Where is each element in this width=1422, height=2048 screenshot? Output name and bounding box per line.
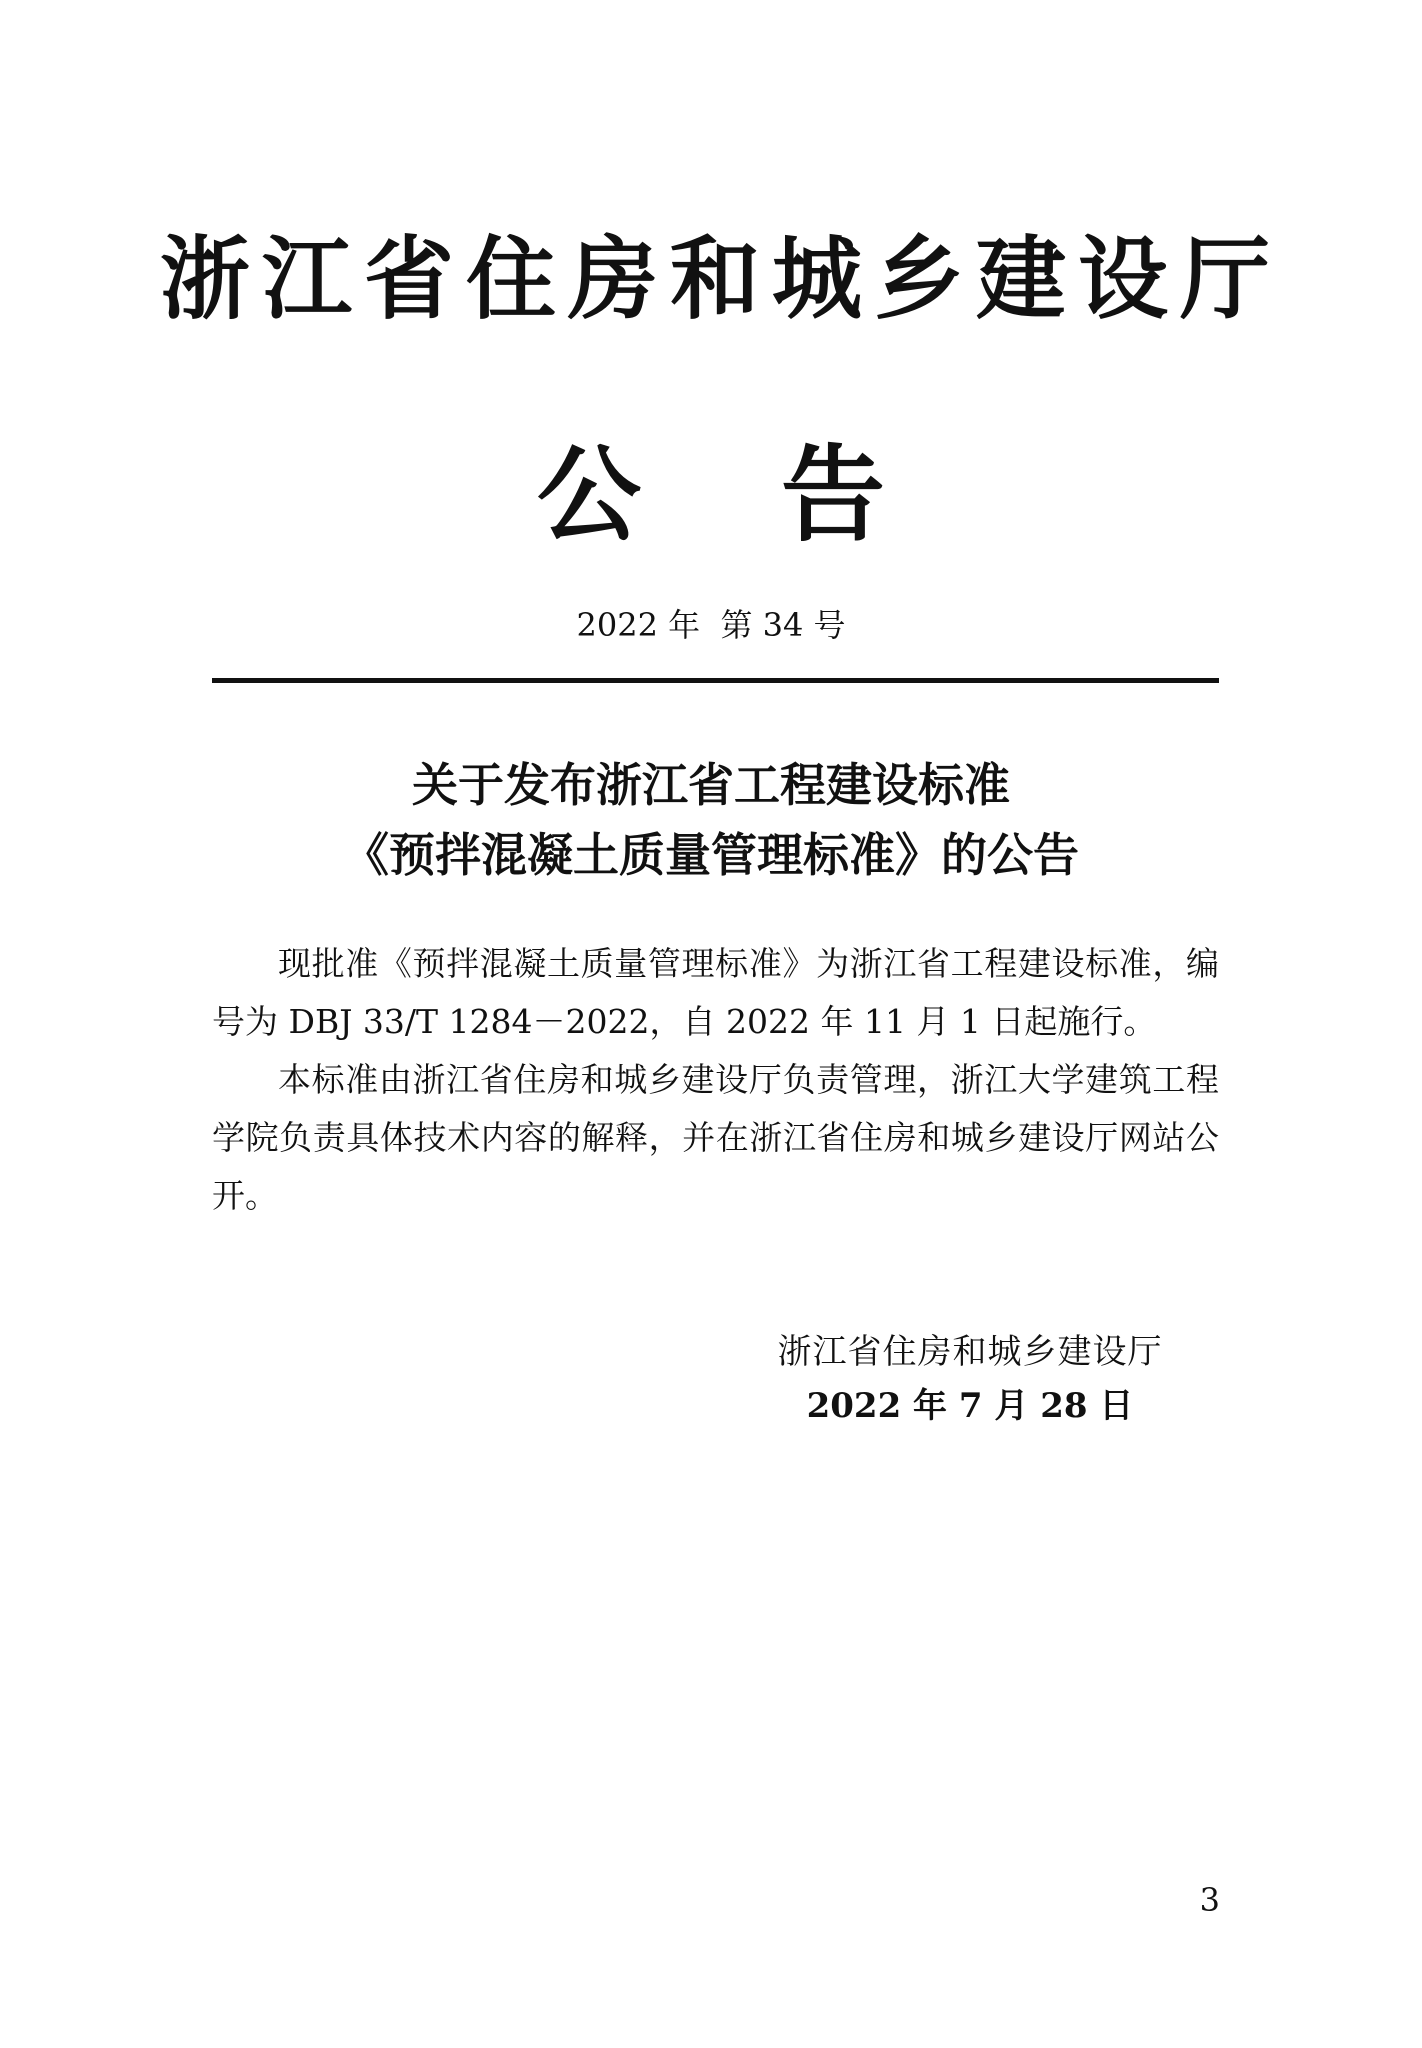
signature-block (720, 1325, 1220, 1433)
header-divider (212, 678, 1219, 683)
announcement-headline (160, 750, 1262, 890)
document-type-char-2: 告 (781, 434, 886, 556)
document-number: 2022 年 第 34 号 (576, 606, 846, 644)
headline-line-2: 《预拌混凝土质量管理标准》的公告 (343, 828, 1079, 882)
issue-date: 2022 年 7 月 28 日 (806, 1386, 1134, 1426)
body-paragraph-1: 现批准《预拌混凝土质量管理标准》为浙江省工程建设标准，编号为 DBJ 33/T 1284－2022，自 2022 年 11 月 1 日起施行。 (212, 944, 1219, 1041)
issuing-organization: 浙江省住房和城乡建设厅 (777, 1332, 1163, 1372)
body-paragraph-2: 本标准由浙江省住房和城乡建设厅负责管理，浙江大学建筑工程学院负责具体技术内容的解释，并在浙江省住房和城乡建设厅网站公开。 (212, 1060, 1219, 1215)
headline-line-1: 关于发布浙江省工程建设标准 (412, 758, 1010, 812)
announcement-body (212, 935, 1219, 1225)
document-type-char-1: 公 (536, 434, 641, 556)
page-number: 3 (1199, 1881, 1220, 1919)
agency-title: 浙江省住房和城乡建设厅 (160, 227, 1282, 332)
document-type-title (160, 435, 1262, 555)
